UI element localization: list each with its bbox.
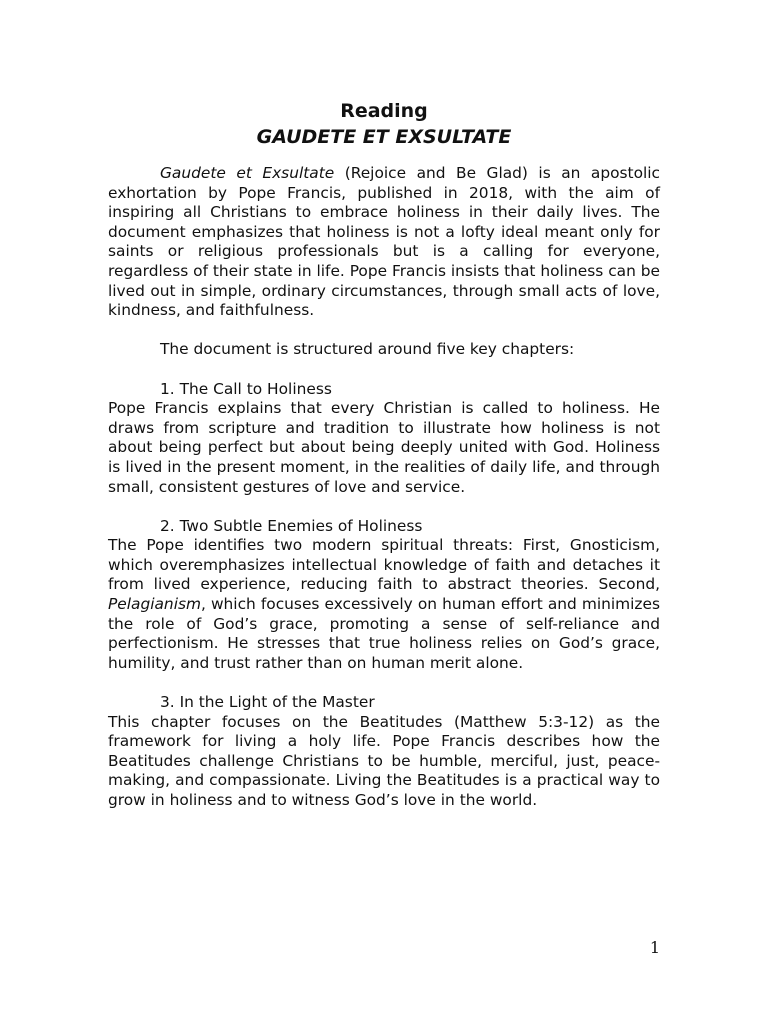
section-heading: 1. The Call to Holiness	[160, 379, 332, 398]
document-title: Reading	[340, 100, 428, 122]
section-body	[108, 536, 660, 673]
section-1	[108, 380, 660, 498]
section-2	[108, 517, 660, 674]
intro-text: (Rejoice and Be Glad) is an apostolic exhortation by Pope Francis, published in 2018, with the aim of inspiring all Christians to embrace holiness in their daily lives. The document emphasizes that holiness is not a lofty ideal meant only for saints or religious professionals but is a calling for everyone, regardless of their state in life. Pope Francis insists that holiness can be lived out in simple, ordinary circumstances, through small acts of love, kindness, and faithfulness.	[108, 164, 660, 320]
section-body: Pope Francis explains that every Christian is called to holiness. He draws from scripture and tradition to illustrate how holiness is not about being perfect but about being deeply united with God. Holiness is lived in the present moment, in the realities of daily life, and through small, consistent gestures of love and service.	[108, 399, 660, 496]
intro-italic-title: Gaudete et Exsultate	[160, 164, 335, 182]
structure-sentence: The document is structured around five key chapters:	[160, 340, 575, 359]
document-heading	[108, 98, 660, 150]
section-body-part-1: The Pope identifies two modern spiritual threats: First, Gnosticism, which overemphasizes intellectual knowledge of faith and detaches it from lived experience, reducing faith to abstract theories. Second,	[108, 536, 660, 594]
page-number: 1	[649, 938, 660, 957]
section-body-part-2: , which focuses excessively on human effort and minimizes the role of God’s grace, promoting a sense of self-reliance and perfectionism. He stresses that true holiness relies on God’s grace, humility, and trust rather than on human merit alone.	[108, 595, 660, 672]
section-3	[108, 693, 660, 811]
document-subtitle: GAUDETE ET EXSULTATE	[256, 126, 512, 148]
section-heading: 2. Two Subtle Enemies of Holiness	[160, 516, 423, 535]
section-heading: 3. In the Light of the Master	[160, 693, 375, 712]
italic-term: Pelagianism	[108, 595, 201, 614]
section-body: This chapter focuses on the Beatitudes (Matthew 5:3-12) as the framework for living a holy life. Pope Francis describes how the Beatitudes challenge Christians to be humble, merciful, just, peace-making, and compassionate. Living the Beatitudes is a practical way to grow in holiness and to witness God’s love in the world.	[108, 712, 660, 809]
document-page	[108, 98, 660, 811]
intro-paragraph	[108, 164, 660, 321]
